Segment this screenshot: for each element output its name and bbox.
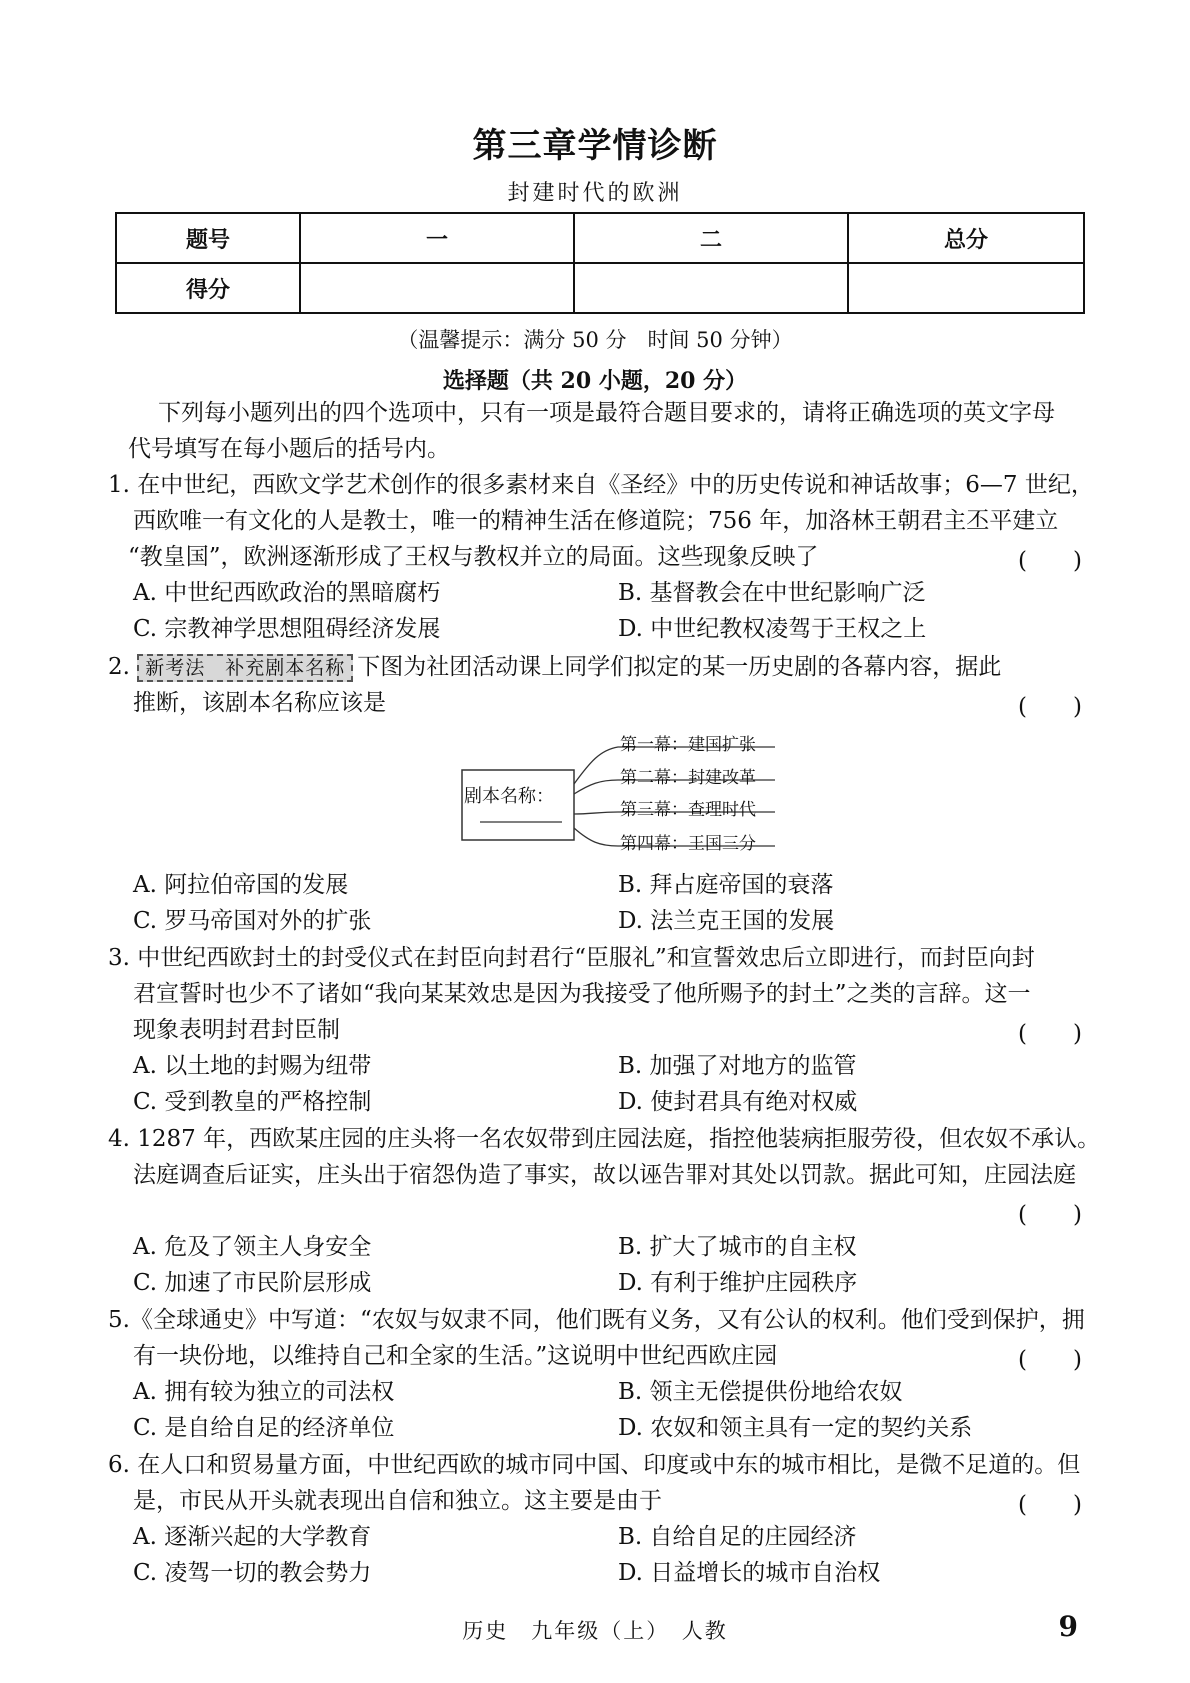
question-1-text: 1. 在中世纪，西欧文学艺术创作的很多素材来自《圣经》中的历史传说和神话故事；6—7 世纪， (108, 472, 1094, 498)
question-4-text: 法庭调查后证实，庄头出于宿怨伪造了事实，故以诬告罪对其处以罚款。据此可知，庄园法庭 (133, 1162, 1076, 1188)
option-b: B. 自给自足的庄园经济 (618, 1524, 857, 1550)
option-c: C. 罗马帝国对外的扩张 (133, 908, 372, 934)
footer-text: 历史 九年级（上） 人教 (462, 1619, 728, 1643)
instruction-text: 下列每小题列出的四个选项中，只有一项是最符合题目要求的，请将正确选项的英文字母 (158, 400, 1055, 426)
option-d: D. 日益增长的城市自治权 (618, 1560, 881, 1586)
score-header-cell: 一 (300, 213, 574, 263)
option-b: B. 基督教会在中世纪影响广泛 (618, 580, 926, 606)
question-3-text: 现象表明封君封臣制 (133, 1017, 340, 1043)
play-title-label: 剧本名称： (464, 786, 554, 807)
answer-bracket[interactable]: ( ) (1018, 1492, 1082, 1518)
score-cell[interactable] (574, 263, 848, 313)
question-2-text: 推断，该剧本名称应该是 (133, 690, 386, 716)
option-a: A. 阿拉伯帝国的发展 (133, 872, 349, 898)
answer-bracket[interactable]: ( ) (1018, 548, 1082, 574)
tip-text: （温馨提示：满分 50 分 时间 50 分钟） (397, 328, 793, 352)
act-4: 第四幕：王国三分 (620, 834, 756, 854)
score-header-cell: 二 (574, 213, 848, 263)
page-subtitle: 封建时代的欧洲 (507, 181, 683, 206)
question-5-text: 5.《全球通史》中写道：“农奴与奴隶不同，他们既有义务，又有公认的权利。他们受到保护，拥 (108, 1307, 1085, 1333)
score-header-cell: 总分 (848, 213, 1084, 263)
option-d: D. 有利于维护庄园秩序 (618, 1270, 858, 1296)
score-table-header-row (116, 213, 1084, 263)
act-2: 第二幕：封建改革 (620, 768, 756, 788)
option-c: C. 宗教神学思想阻碍经济发展 (133, 616, 441, 642)
question-6-text: 6. 在人口和贸易量方面，中世纪西欧的城市同中国、印度或中东的城市相比，是微不足道的。但 (108, 1452, 1081, 1478)
answer-bracket[interactable]: ( ) (1018, 1202, 1082, 1228)
question-3-text: 3. 中世纪西欧封土的封受仪式在封臣向封君行“臣服礼”和宣誓效忠后立即进行，而封臣向封 (108, 945, 1035, 971)
score-row-label: 得分 (116, 263, 300, 313)
instruction-text: 代号填写在每小题后的括号内。 (128, 436, 450, 462)
score-cell[interactable] (300, 263, 574, 313)
question-1-text: “教皇国”，欧洲逐渐形成了王权与教权并立的局面。这些现象反映了 (128, 544, 819, 570)
option-a: A. 中世纪西欧政治的黑暗腐朽 (133, 580, 441, 606)
option-c: C. 是自给自足的经济单位 (133, 1415, 395, 1441)
question-5-text: 有一块份地，以维持自己和全家的生活。”这说明中世纪西欧庄园 (133, 1343, 778, 1369)
question-number: 2. (108, 654, 130, 680)
option-c: C. 加速了市民阶层形成 (133, 1270, 372, 1296)
option-d: D. 农奴和领主具有一定的契约关系 (618, 1415, 973, 1441)
option-d: D. 法兰克王国的发展 (618, 908, 835, 934)
option-d: D. 使封君具有绝对权威 (618, 1089, 858, 1115)
option-b: B. 领主无偿提供份地给农奴 (618, 1379, 903, 1405)
score-table-row (116, 263, 1084, 313)
option-c: C. 凌驾一切的教会势力 (133, 1560, 372, 1586)
option-b: B. 拜占庭帝国的衰落 (618, 872, 834, 898)
option-a: A. 以土地的封赐为纽带 (133, 1053, 372, 1079)
question-1-text: 西欧唯一有文化的人是教士，唯一的精神生活在修道院；756 年，加洛林王朝君主丕平建立 (133, 508, 1059, 534)
page-number: 9 (1058, 1610, 1078, 1643)
question-3-text: 君宣誓时也少不了诸如“我向某某效忠是因为我接受了他所赐予的封土”之类的言辞。这一 (133, 981, 1031, 1007)
section-title: 选择题（共 20 小题，20 分） (442, 368, 748, 394)
option-d: D. 中世纪教权凌驾于王权之上 (618, 616, 927, 642)
question-2-text (108, 652, 1001, 682)
answer-bracket[interactable]: ( ) (1018, 1021, 1082, 1047)
score-cell[interactable] (848, 263, 1084, 313)
answer-bracket[interactable]: ( ) (1018, 1347, 1082, 1373)
page-title: 第三章学情诊断 (472, 126, 718, 166)
question-4-text: 4. 1287 年，西欧某庄园的庄头将一名农奴带到庄园法庭，指控他装病拒服劳役，但农奴不承认。 (108, 1126, 1101, 1152)
new-method-tag: 新考法 补充剧本名称 (137, 654, 353, 682)
option-a: A. 拥有较为独立的司法权 (133, 1379, 395, 1405)
option-b: B. 扩大了城市的自主权 (618, 1234, 857, 1260)
question-2-text-start: 下图为社团活动课上同学们拟定的某一历史剧的各幕内容，据此 (357, 654, 1002, 680)
option-c: C. 受到教皇的严格控制 (133, 1089, 372, 1115)
option-b: B. 加强了对地方的监管 (618, 1053, 857, 1079)
score-header-cell: 题号 (116, 213, 300, 263)
act-3: 第三幕：查理时代 (620, 800, 756, 820)
answer-bracket[interactable]: ( ) (1018, 694, 1082, 720)
option-a: A. 逐渐兴起的大学教育 (133, 1524, 372, 1550)
act-1: 第一幕：建国扩张 (620, 735, 756, 755)
option-a: A. 危及了领主人身安全 (133, 1234, 372, 1260)
question-6-text: 是，市民从开头就表现出自信和独立。这主要是由于 (133, 1488, 662, 1514)
score-table (115, 212, 1085, 314)
